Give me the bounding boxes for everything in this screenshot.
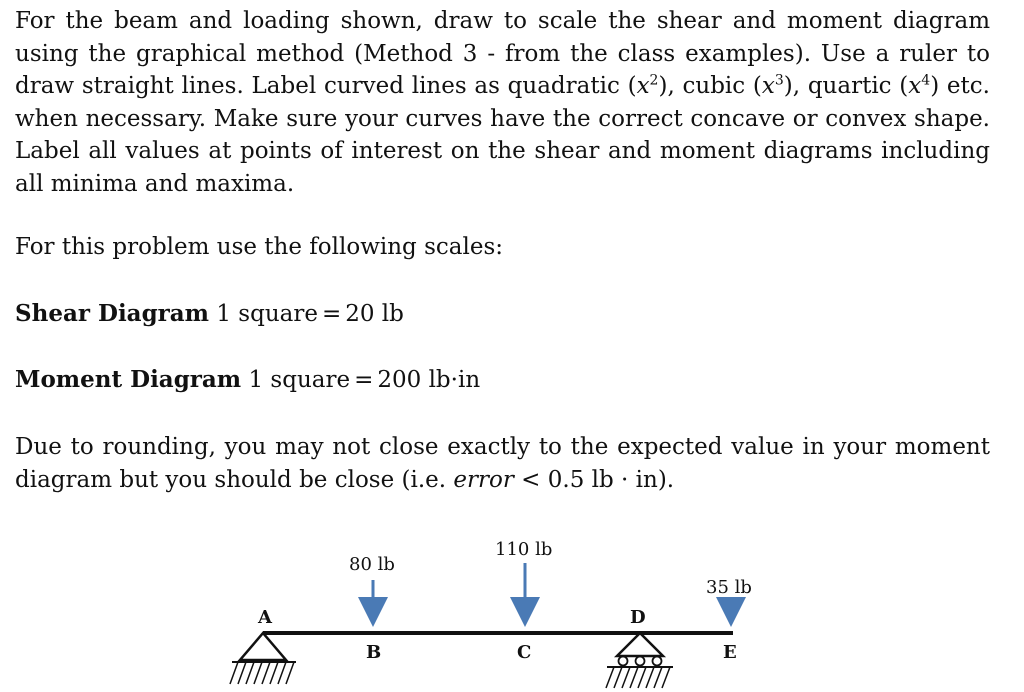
shear-scale-amount: 20 lb — [345, 301, 404, 327]
point-label-e: E — [723, 642, 737, 663]
point-label-b: B — [366, 642, 382, 663]
quartic-x: x — [908, 73, 922, 99]
rounding-text-1: Due to rounding, you may not close exactly to the expected value in your moment diagram but you should be close (i.e. — [15, 434, 990, 493]
roller-support-d — [606, 633, 673, 688]
pin-support-a — [230, 633, 296, 684]
instructions-text-3: ), quartic ( — [783, 73, 909, 99]
shear-equals: = — [321, 301, 342, 327]
quartic-exponent: 4 — [921, 72, 931, 89]
shear-scale-label: Shear Diagram — [15, 300, 210, 327]
load-label-c: 110 lb — [495, 539, 553, 560]
moment-scale-value: 1 square — [248, 367, 351, 393]
instructions-text-4: ) etc. when necessary. Make sure your curves have the correct concave or convex shape. Label all values at points of interest on the shear and moment diagrams including all minima and maxima. — [15, 73, 990, 197]
point-label-d: D — [630, 607, 646, 628]
cubic-x: x — [761, 73, 775, 99]
scales-intro-text: For this problem use the following scales: — [15, 234, 503, 260]
load-label-b: 80 lb — [349, 554, 395, 575]
rounding-error-word: error — [453, 466, 514, 493]
point-label-c: C — [517, 642, 532, 663]
shear-scale-value: 1 square — [216, 301, 318, 327]
load-label-e: 35 lb — [706, 577, 752, 598]
rounding-text-2: < 0.5 lb · in). — [513, 466, 675, 493]
moment-scale-amount: 200 lb·in — [377, 367, 481, 393]
instructions-text-1: For the beam and loading shown, draw to scale the shear and moment diagram using the graphical method (Method 3 - from the class examples). Use a ruler to draw straight lines. Label curved lines as quadratic ( — [15, 8, 990, 99]
quadratic-exponent: 2 — [649, 72, 659, 89]
quadratic-x: x — [636, 73, 650, 99]
moment-scale-label: Moment Diagram — [15, 366, 242, 393]
moment-equals: = — [354, 367, 374, 393]
cubic-exponent: 3 — [774, 72, 784, 89]
point-label-a: A — [258, 607, 272, 628]
instructions-text-2: ), cubic ( — [658, 73, 762, 99]
